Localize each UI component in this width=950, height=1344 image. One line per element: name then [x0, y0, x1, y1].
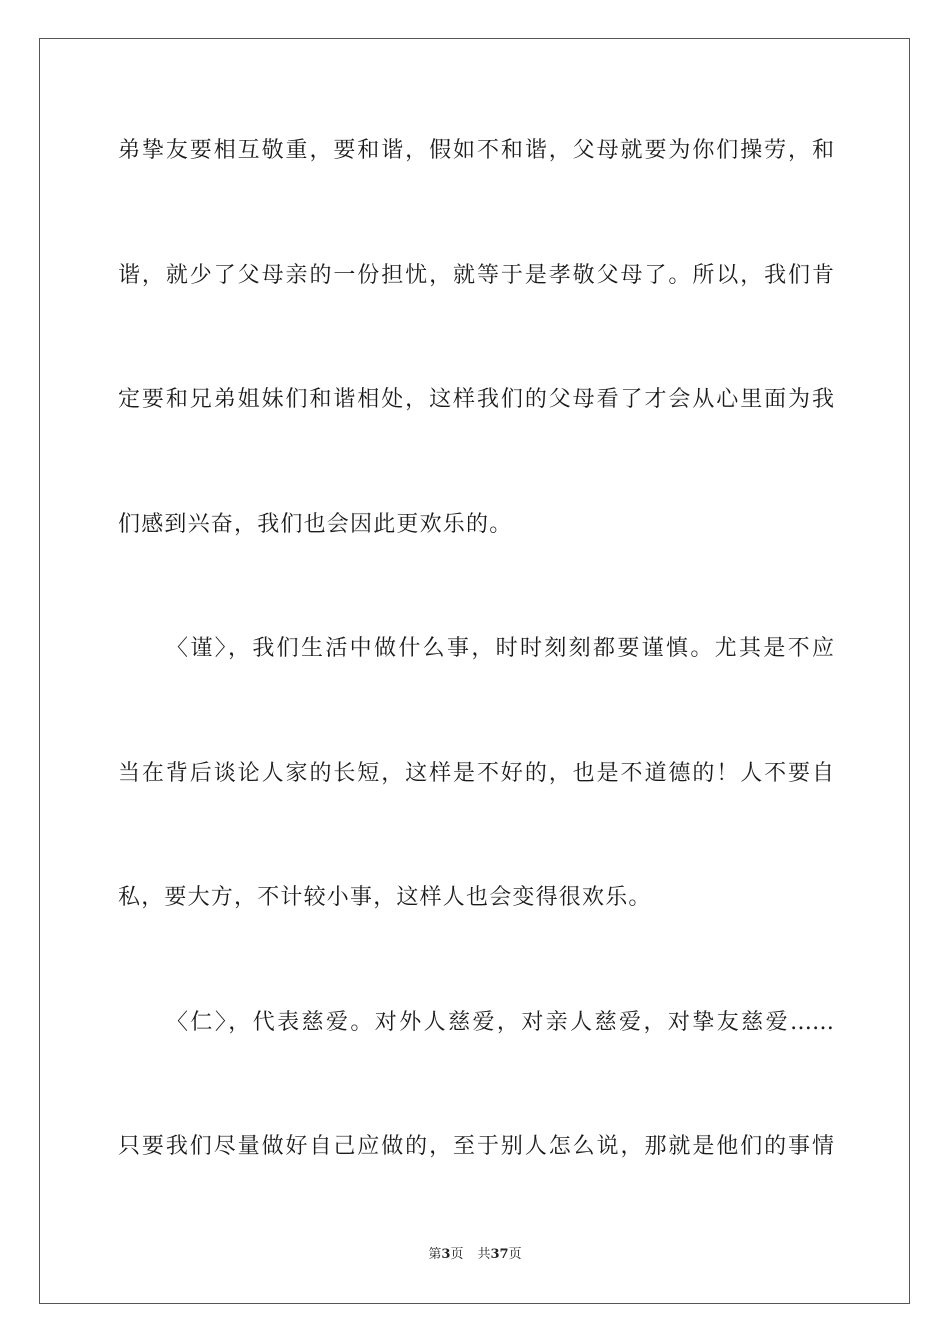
body-line-1: 弟挚友要相互敬重，要和谐，假如不和谐，父母就要为你们操劳，和 [118, 138, 834, 163]
footer-total-prefix: 共 [477, 1247, 491, 1262]
body-line-8: 〈仁〉，代表慈爱。对外人慈爱，对亲人慈爱，对挚友慈爱…… [166, 1010, 834, 1035]
body-line-2: 谐，就少了父母亲的一份担忧，就等于是孝敬父母了。所以，我们肯 [118, 263, 834, 288]
page-border [39, 38, 910, 1304]
footer-page-number: 3 [441, 1247, 451, 1262]
footer-page-suffix: 页 [450, 1247, 464, 1262]
footer-total-pages: 37 [490, 1247, 509, 1262]
footer-total-suffix: 页 [508, 1247, 522, 1262]
body-line-5: 〈谨〉，我们生活中做什么事，时时刻刻都要谨慎。尤其是不应 [166, 636, 834, 661]
body-line-6: 当在背后谈论人家的长短，这样是不好的，也是不道德的！人不要自 [118, 761, 834, 786]
footer-page-prefix: 第 [428, 1247, 442, 1262]
page-footer [0, 1246, 950, 1264]
body-line-4: 们感到兴奋，我们也会因此更欢乐的。 [118, 512, 513, 537]
body-line-7: 私，要大方，不计较小事，这样人也会变得很欢乐。 [118, 885, 652, 910]
body-line-3: 定要和兄弟姐妹们和谐相处，这样我们的父母看了才会从心里面为我 [118, 387, 834, 412]
body-line-9: 只要我们尽量做好自己应做的，至于别人怎么说，那就是他们的事情 [118, 1134, 834, 1159]
